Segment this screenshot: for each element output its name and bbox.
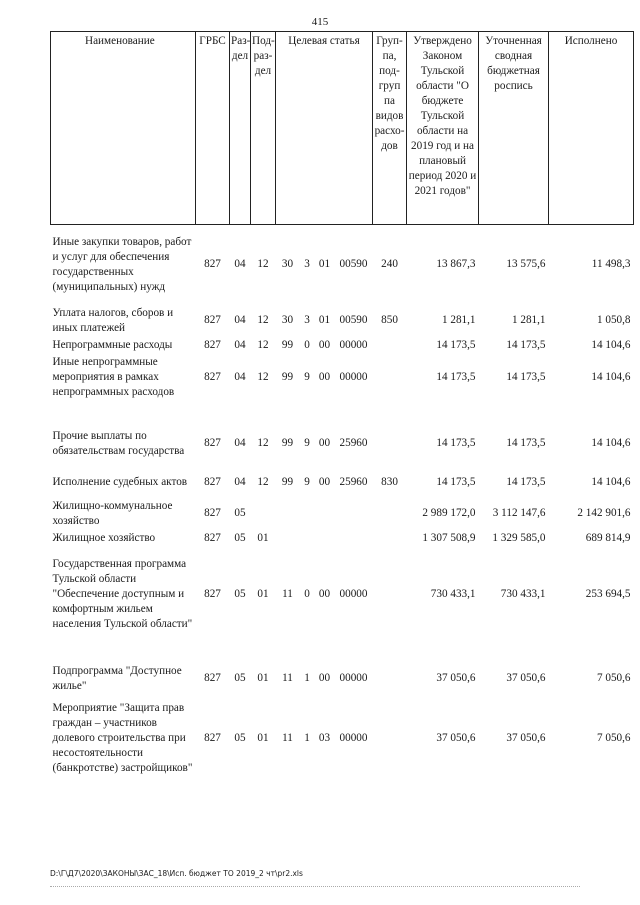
podrazdel-cell [251, 498, 276, 530]
utochnennaya-cell: 14 173,5 [506, 476, 546, 488]
header-celevaya: Целевая статья [276, 32, 373, 225]
name-cell: Жилищно-коммунальное хозяйство [52, 499, 173, 527]
celevaya-subprogram-cell: 0 [304, 588, 310, 600]
vid-rashodov-cell [373, 420, 407, 468]
utochnennaya-cell: 14 173,5 [506, 437, 546, 449]
utverzhdeno-cell: 1 307 508,9 [422, 531, 476, 544]
grbs-cell: 827 [204, 258, 221, 271]
celevaya-direction-cell: 00000 [339, 371, 368, 383]
header-razdel: Раз-дел [230, 32, 251, 225]
celevaya-program-cell: 99 [281, 437, 294, 449]
celevaya-subprogram-cell [300, 498, 315, 530]
celevaya-direction-cell [335, 530, 373, 547]
utverzhdeno-cell: 37 050,6 [436, 672, 476, 684]
table-row [51, 547, 634, 643]
celevaya-subprogram-cell: 1 [304, 672, 310, 684]
name-cell: Иные непрограммные мероприятия в рамках непрограммных расходов [52, 356, 175, 398]
celevaya-direction-cell: 00590 [339, 258, 368, 271]
razdel-cell: 05 [234, 672, 246, 684]
name-cell: Иные закупки товаров, работ и услуг для обеспечения государственных (муниципальных) нужд [52, 235, 192, 293]
grbs-cell: 827 [204, 507, 221, 519]
utverzhdeno-cell: 2 989 172,0 [422, 507, 476, 519]
header-podrazdel: Под-раз-дел [251, 32, 276, 225]
utochnennaya-cell: 1 281,1 [511, 314, 546, 326]
ispolneno-cell: 14 104,6 [591, 338, 631, 351]
razdel-cell: 04 [234, 437, 246, 449]
utverzhdeno-cell: 730 433,1 [430, 588, 476, 600]
ispolneno-cell: 14 104,6 [591, 476, 631, 488]
header-utochnennaya: Уточненная сводная бюджетная роспись [479, 32, 549, 225]
razdel-cell: 04 [234, 476, 246, 488]
podrazdel-cell: 12 [257, 371, 269, 383]
ispolneno-cell: 14 104,6 [591, 371, 631, 383]
grbs-cell: 827 [204, 672, 221, 684]
ispolneno-cell: 7 050,6 [596, 732, 631, 744]
razdel-cell: 04 [234, 314, 246, 326]
ispolneno-cell: 14 104,6 [591, 437, 631, 449]
celevaya-direction-cell: 00000 [339, 588, 368, 600]
table-row [51, 468, 634, 498]
podrazdel-cell: 12 [257, 437, 269, 449]
celevaya-direction-cell: 00000 [339, 732, 368, 744]
table-row [51, 498, 634, 530]
vid-rashodov-cell [373, 498, 407, 530]
razdel-cell: 05 [234, 732, 246, 744]
header-row [51, 32, 634, 225]
razdel-cell: 04 [234, 258, 246, 271]
ispolneno-cell: 253 694,5 [585, 588, 631, 600]
footer-divider [50, 886, 580, 887]
celevaya-event-cell: 00 [318, 338, 331, 351]
file-path-footer: D:\Г\Д7\2020\ЗАКОНЫ\ЗАС_18\Исп. бюджет ТО 2019_2 чт\pr2.xls [50, 869, 303, 878]
celevaya-event-cell: 01 [318, 258, 331, 271]
celevaya-program-cell: 11 [282, 732, 293, 744]
celevaya-direction-cell: 25960 [339, 437, 368, 449]
razdel-cell: 04 [234, 338, 246, 351]
vid-rashodov-cell: 850 [381, 314, 398, 326]
budget-table [50, 31, 634, 781]
utverzhdeno-cell: 14 173,5 [436, 476, 476, 488]
celevaya-subprogram-cell: 1 [304, 732, 310, 744]
utverzhdeno-cell: 1 281,1 [441, 314, 476, 326]
grbs-cell: 827 [204, 732, 221, 744]
podrazdel-cell: 12 [257, 476, 269, 488]
celevaya-subprogram-cell: 9 [304, 437, 310, 449]
table-row [51, 661, 634, 697]
name-cell: Уплата налогов, сборов и иных платежей [52, 306, 174, 334]
utochnennaya-cell: 1 329 585,0 [492, 531, 546, 544]
grbs-cell: 827 [204, 314, 221, 326]
celevaya-event-cell: 00 [318, 437, 331, 449]
utverzhdeno-cell: 13 867,3 [436, 258, 476, 271]
grbs-cell: 827 [204, 531, 221, 544]
row-spacer [51, 402, 634, 420]
vid-rashodov-cell [373, 697, 407, 781]
celevaya-direction-cell: 25960 [339, 476, 368, 488]
celevaya-subprogram-cell: 3 [304, 314, 310, 326]
celevaya-direction-cell: 00000 [339, 672, 368, 684]
celevaya-subprogram-cell [300, 530, 315, 547]
table-row [51, 530, 634, 547]
table-row [51, 225, 634, 305]
podrazdel-cell: 01 [257, 588, 269, 600]
podrazdel-cell: 12 [257, 314, 269, 326]
table-row [51, 337, 634, 354]
name-cell: Непрограммные расходы [52, 338, 173, 351]
razdel-cell: 04 [234, 371, 246, 383]
celevaya-program-cell: 30 [281, 258, 294, 271]
name-cell: Государственная программа Тульской области "Обеспечение доступным и комфортным жильем населения Тульской области" [52, 558, 193, 630]
name-cell: Прочие выплаты по обязательствам государства [52, 429, 185, 457]
vid-rashodov-cell [373, 661, 407, 697]
header-grbs: ГРБС [196, 32, 230, 225]
name-cell: Мероприятие "Защита прав граждан – участников долевого строительства при несостоятельности (банкротстве) застройщиков" [52, 702, 193, 774]
ispolneno-cell: 11 498,3 [591, 258, 631, 271]
celevaya-subprogram-cell: 3 [304, 258, 310, 271]
celevaya-program-cell: 99 [281, 338, 294, 351]
celevaya-program-cell [276, 530, 300, 547]
grbs-cell: 827 [204, 588, 221, 600]
celevaya-event-cell [315, 530, 335, 547]
celevaya-event-cell: 00 [318, 588, 331, 600]
vid-rashodov-cell [373, 337, 407, 354]
grbs-cell: 827 [204, 437, 221, 449]
celevaya-direction-cell: 00590 [339, 314, 368, 326]
table-row [51, 697, 634, 781]
utverzhdeno-cell: 37 050,6 [436, 732, 476, 744]
grbs-cell: 827 [204, 338, 221, 351]
celevaya-program-cell: 30 [281, 314, 294, 326]
grbs-cell: 827 [204, 476, 221, 488]
header-ispolneno: Исполнено [549, 32, 634, 225]
celevaya-program-cell [276, 498, 300, 530]
podrazdel-cell: 01 [257, 732, 269, 744]
utochnennaya-cell: 730 433,1 [500, 588, 546, 600]
vid-rashodov-cell [373, 354, 407, 402]
celevaya-event-cell: 00 [318, 672, 331, 684]
utochnennaya-cell: 14 173,5 [506, 338, 546, 351]
celevaya-direction-cell [335, 498, 373, 530]
celevaya-event-cell [315, 498, 335, 530]
razdel-cell: 05 [234, 588, 246, 600]
podrazdel-cell: 01 [257, 672, 269, 684]
header-name: Наименование [51, 32, 196, 225]
celevaya-subprogram-cell: 0 [304, 338, 310, 351]
celevaya-program-cell: 99 [281, 476, 294, 488]
ispolneno-cell: 689 814,9 [585, 531, 631, 544]
page-number: 415 [311, 16, 329, 28]
ispolneno-cell: 7 050,6 [596, 672, 631, 684]
name-cell: Подпрограмма "Доступное жилье" [52, 664, 182, 692]
ispolneno-cell: 2 142 901,6 [577, 507, 631, 519]
table-row [51, 420, 634, 468]
name-cell: Исполнение судебных актов [52, 476, 188, 488]
vid-rashodov-cell: 240 [381, 258, 398, 271]
grbs-cell: 827 [204, 371, 221, 383]
celevaya-subprogram-cell: 9 [304, 476, 310, 488]
name-cell: Жилищное хозяйство [52, 531, 156, 544]
utochnennaya-cell: 14 173,5 [506, 371, 546, 383]
podrazdel-cell: 01 [257, 531, 269, 544]
header-utverzhdeno: Утверждено Законом Тульской области "О бюджете Тульской области на 2019 год и на плановый период 2020 и 2021 годов" [407, 32, 479, 225]
celevaya-program-cell: 11 [282, 672, 293, 684]
vid-rashodov-cell [373, 547, 407, 643]
utochnennaya-cell: 3 112 147,6 [492, 507, 546, 519]
ispolneno-cell: 1 050,8 [596, 314, 631, 326]
celevaya-subprogram-cell: 9 [304, 371, 310, 383]
header-gruppa: Груп-па, под-груп па видов расхо-дов [373, 32, 407, 225]
razdel-cell: 05 [234, 531, 246, 544]
podrazdel-cell: 12 [257, 338, 269, 351]
celevaya-program-cell: 11 [282, 588, 293, 600]
podrazdel-cell: 12 [257, 258, 269, 271]
utochnennaya-cell: 37 050,6 [506, 732, 546, 744]
celevaya-event-cell: 03 [318, 732, 331, 744]
vid-rashodov-cell [373, 530, 407, 547]
utverzhdeno-cell: 14 173,5 [436, 371, 476, 383]
razdel-cell: 05 [234, 507, 246, 519]
celevaya-event-cell: 00 [318, 476, 331, 488]
utochnennaya-cell: 37 050,6 [506, 672, 546, 684]
celevaya-event-cell: 00 [318, 371, 331, 383]
table-row [51, 305, 634, 337]
celevaya-event-cell: 01 [318, 314, 331, 326]
utverzhdeno-cell: 14 173,5 [436, 437, 476, 449]
utverzhdeno-cell: 14 173,5 [436, 338, 476, 351]
utochnennaya-cell: 13 575,6 [506, 258, 546, 271]
row-spacer [51, 643, 634, 661]
celevaya-direction-cell: 00000 [339, 338, 368, 351]
vid-rashodov-cell: 830 [381, 476, 398, 488]
celevaya-program-cell: 99 [281, 371, 294, 383]
table-row [51, 354, 634, 402]
